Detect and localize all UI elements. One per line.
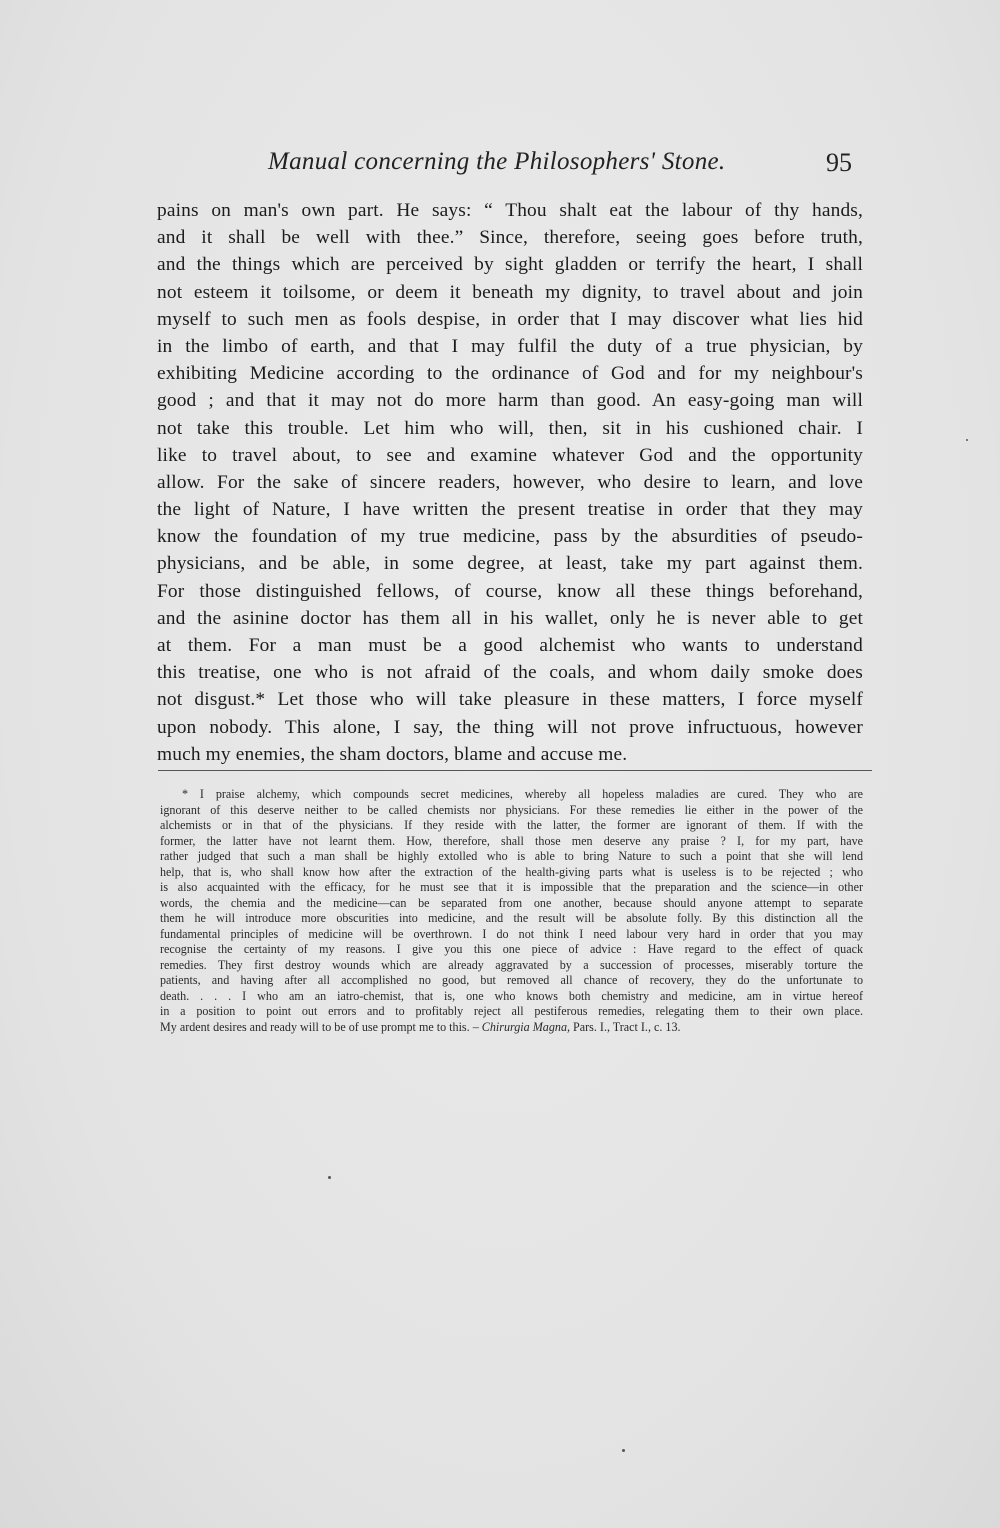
- footnote-final-prefix: My ardent desires and ready will to be of use prompt me to this. –: [160, 1019, 482, 1034]
- footnote-line: patients, and having after all accomplished no good, but removed all chance of recovery, they do the unfortunate to: [160, 973, 863, 987]
- text-line: and it shall be well with thee.” Since, therefore, seeing goes before truth,: [157, 227, 863, 249]
- paper-speck: [622, 1449, 625, 1452]
- text-line: know the foundation of my true medicine, pass by the absurdities of pseudo-: [157, 526, 863, 548]
- footnote: [160, 787, 863, 1035]
- text-line: at them. For a man must be a good alchemist who wants to understand: [157, 635, 863, 656]
- footnote-line: former, the latter have not learnt them. How, therefore, shall those men deserve any praise ? I, for my part, have: [160, 833, 863, 848]
- page-header: [268, 148, 868, 182]
- main-text: [157, 197, 863, 768]
- text-line: not esteem it toilsome, or deem it beneath my dignity, to travel about and join: [157, 281, 863, 303]
- footnote-divider: [158, 770, 872, 771]
- footnote-line: in a position to point out errors and to profitably reject all pestiferous remedies, relegating them to their own place.: [160, 1004, 863, 1018]
- text-line: physicians, and be able, in some degree, at least, take my part against them.: [157, 553, 863, 575]
- footnote-line-final: [160, 1020, 863, 1036]
- footnote-line: recognise the certainty of my reasons. I give you this one piece of advice : Have regard to the effect of quack: [160, 942, 863, 956]
- footnote-line: alchemists or in that of the physicians. If they reside with the latter, the former are ignorant of them. If with the: [160, 818, 863, 832]
- footnote-final-suffix: Pars. I., Tract I., c. 13.: [570, 1019, 681, 1034]
- footnote-line: fundamental principles of medicine will be overthrown. I do not think I need labour very hard in order that you may: [160, 926, 863, 941]
- text-line: and the asinine doctor has them all in his wallet, only he is never able to get: [157, 607, 863, 629]
- text-line: much my enemies, the sham doctors, blame and accuse me.: [157, 743, 628, 765]
- paper-speck: [328, 1176, 331, 1179]
- paper-speck: [966, 439, 968, 441]
- footnote-line: rather judged that such a man shall be highly extolled who is able to bring Nature to such a point that she will lend: [160, 849, 863, 863]
- page-number: 95: [826, 148, 852, 177]
- running-title: Manual concerning the Philosophers' Stone.: [268, 148, 726, 175]
- footnote-line: is also acquainted with the efficacy, for he must see that it is impossible that the preparation and the science—in other: [160, 880, 863, 894]
- text-line: allow. For the sake of sincere readers, however, who desire to learn, and love: [157, 471, 863, 493]
- footnote-line: remedies. They first destroy wounds which are already aggravated by a succession of processes, miserably torture the: [160, 957, 863, 972]
- text-line: the light of Nature, I have written the present treatise in order that they may: [157, 499, 863, 521]
- footnote-line: * I praise alchemy, which compounds secret medicines, whereby all hopeless maladies are cured. They who are: [182, 787, 863, 801]
- text-line: upon nobody. This alone, I say, the thing will not prove infructuous, however: [157, 716, 863, 738]
- text-line: For those distinguished fellows, of course, know all these things beforehand,: [157, 580, 863, 602]
- citation-title: Chirurgia Magna,: [481, 1019, 571, 1034]
- text-line: and the things which are perceived by sight gladden or terrify the heart, I shall: [157, 254, 863, 276]
- text-line: myself to such men as fools despise, in order that I may discover what lies hid: [157, 308, 863, 330]
- text-line: not take this trouble. Let him who will, then, sit in his cushioned chair. I: [157, 417, 863, 439]
- footnote-line: help, that is, who shall know how after the extraction of the health-giving parts what is useless is to be rejected ; who: [160, 864, 863, 879]
- text-line: pains on man's own part. He says: “ Thou shalt eat the labour of thy hands,: [157, 200, 863, 221]
- text-line: this treatise, one who is not afraid of the coals, and whom daily smoke does: [157, 662, 863, 684]
- text-line: exhibiting Medicine according to the ordinance of God and for my neighbour's: [157, 363, 863, 385]
- text-line: not disgust.* Let those who will take pleasure in these matters, I force myself: [157, 689, 863, 711]
- footnote-line: words, the chemia and the medicine—can be separated from one another, because should anyone attempt to separate: [160, 895, 863, 910]
- footnote-line: death. . . . I who am an iatro-chemist, that is, one who knows both chemistry and medicine, am in virtue hereof: [160, 988, 863, 1003]
- text-line: good ; and that it may not do more harm than good. An easy-going man will: [157, 390, 863, 412]
- text-line: like to travel about, to see and examine whatever God and the opportunity: [157, 444, 863, 466]
- footnote-line: them he will introduce more obscurities into medicine, and the result will be absolute folly. By this distinction all the: [160, 911, 863, 925]
- footnote-line: ignorant of this deserve neither to be called chemists nor physicians. For these remedies lie either in the power of the: [160, 802, 863, 817]
- text-line: in the limbo of earth, and that I may fulfil the duty of a true physician, by: [157, 335, 863, 357]
